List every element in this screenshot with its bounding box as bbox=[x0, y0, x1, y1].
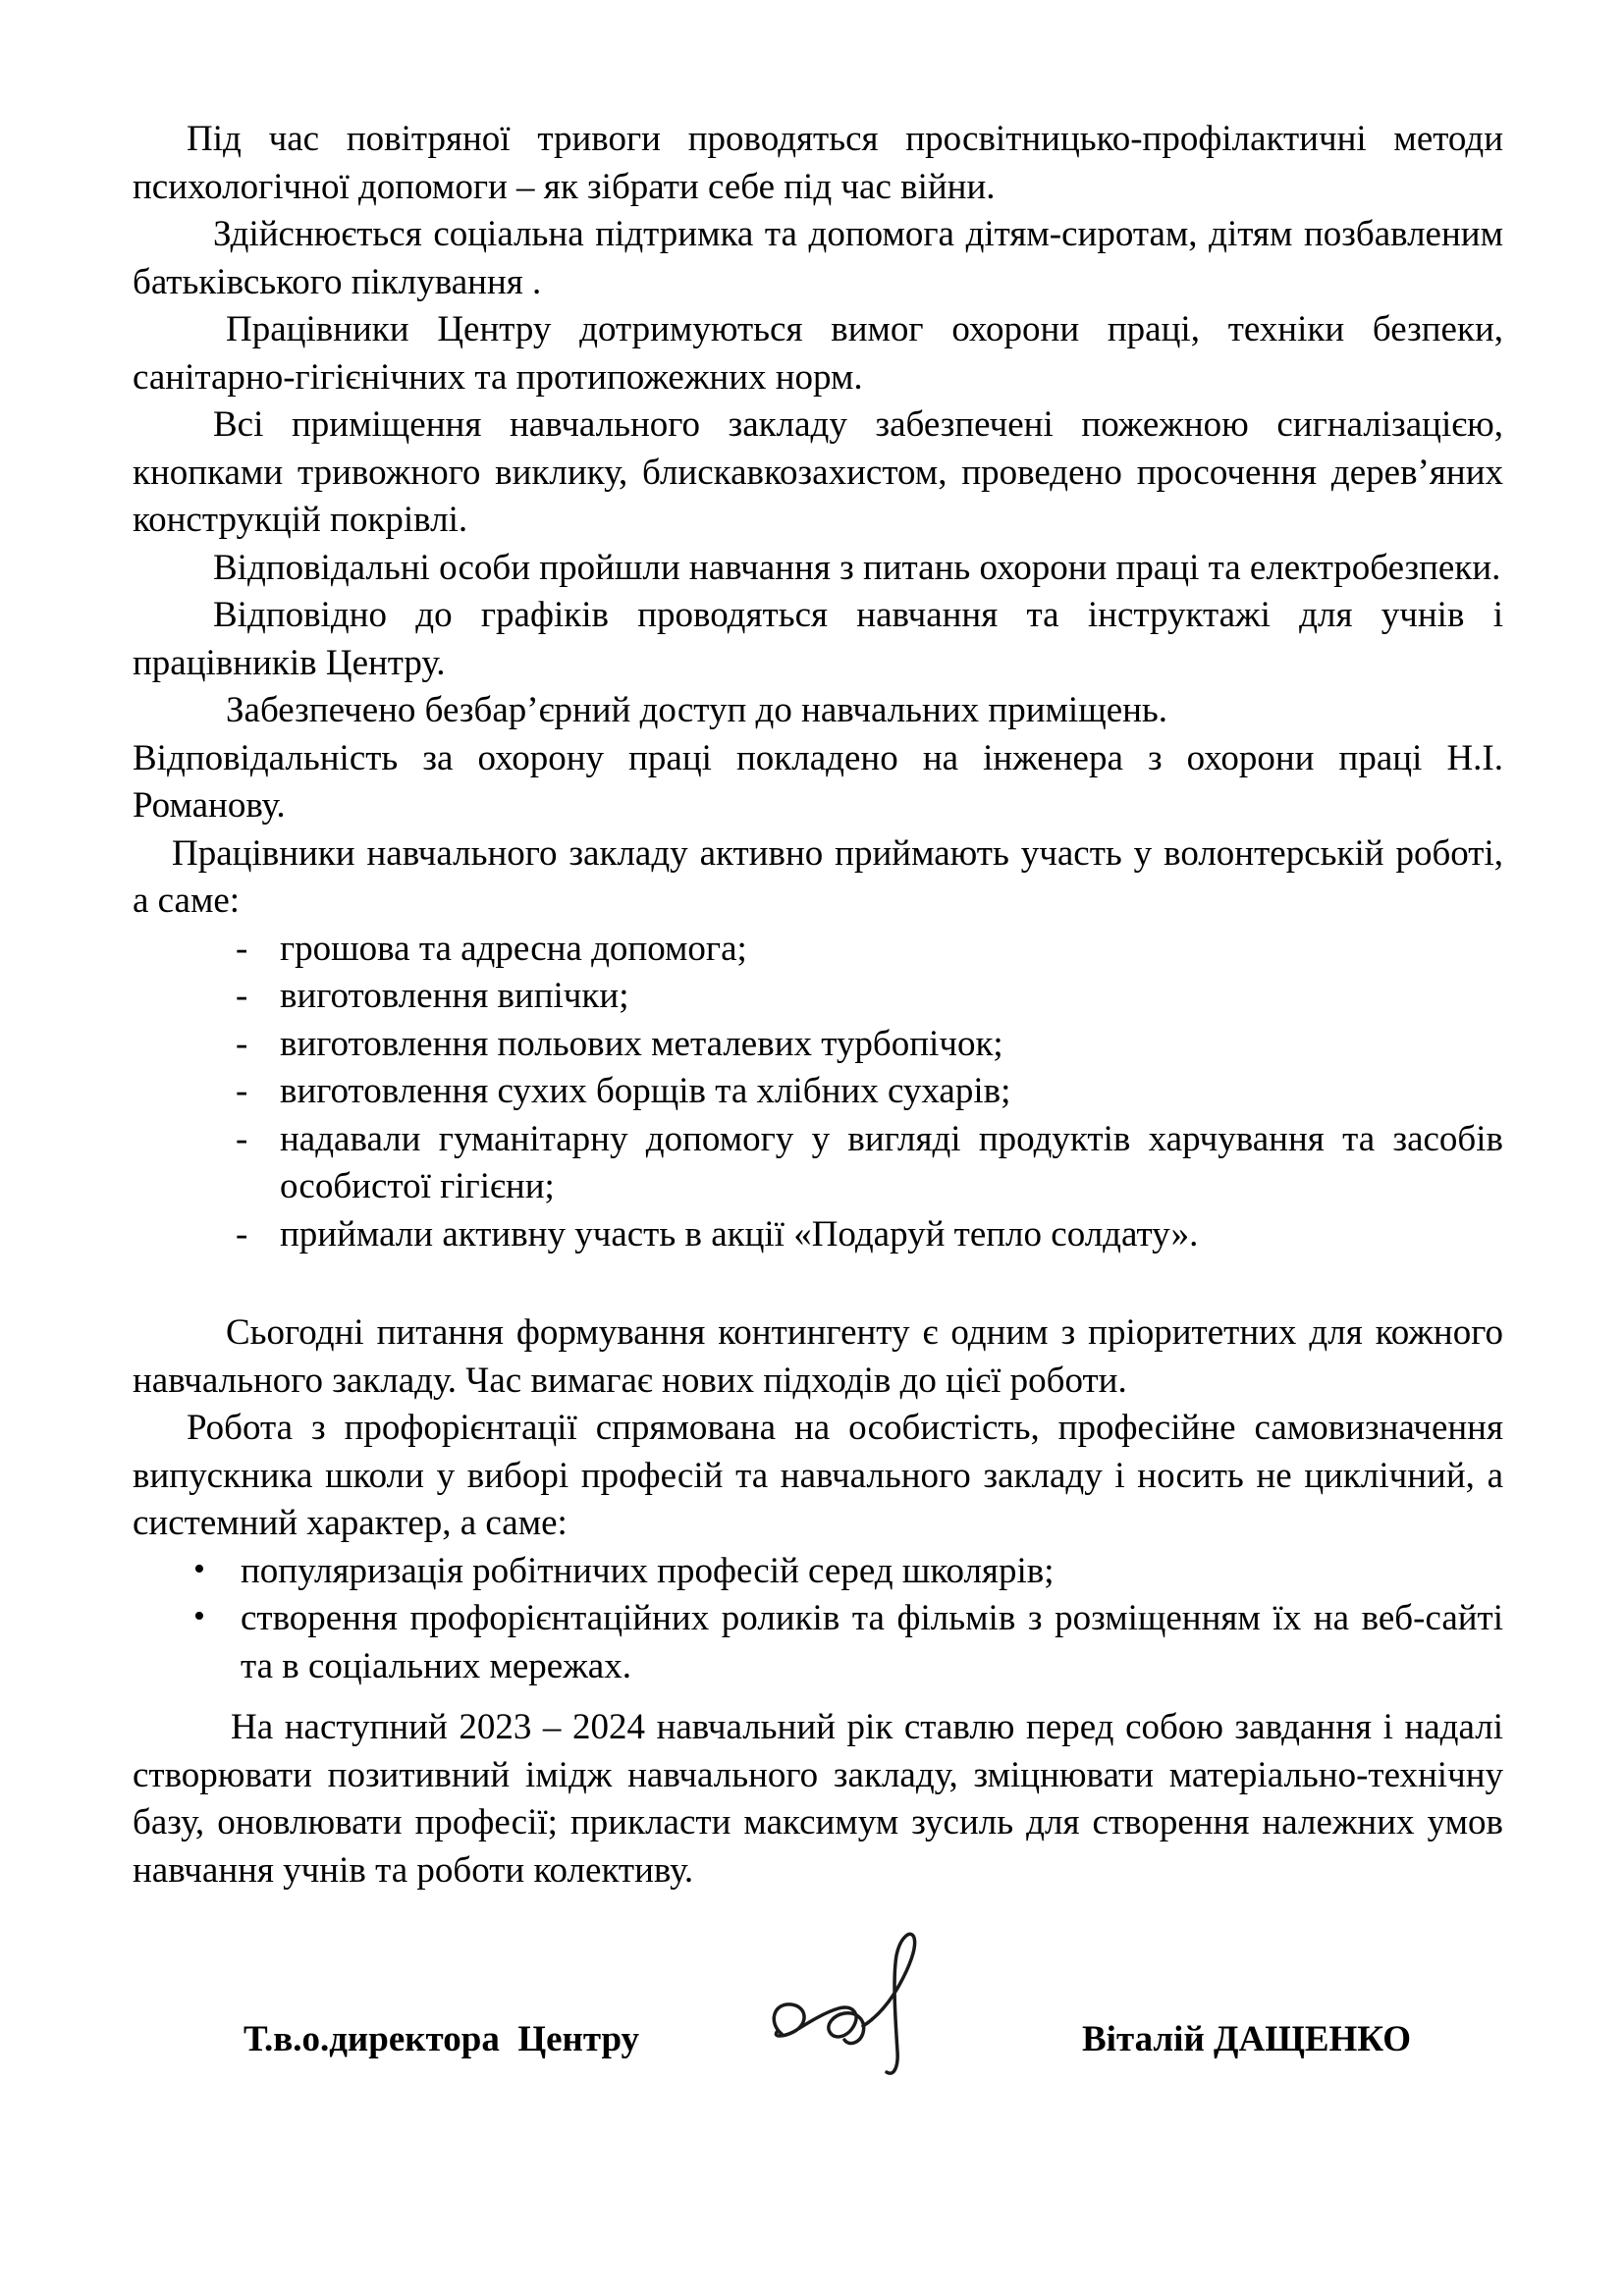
list-item bbox=[133, 1068, 1503, 1116]
list-item bbox=[133, 1211, 1503, 1259]
paragraph-social-support: Здійснюється соціальна підтримка та допомога дітям-сиротам, дітям позбавленим батьківського піклування . bbox=[133, 214, 1503, 302]
list-item-text: грошова та адресна допомога; bbox=[280, 928, 747, 969]
signatory-name: Віталій ДАЩЕНКО bbox=[1082, 2019, 1411, 2059]
document-body bbox=[133, 116, 1503, 1895]
career-guidance-list bbox=[133, 1548, 1503, 1691]
paragraph-responsibility: Відповідальність за охорону праці покладено на інженера з охорони праці Н.І. Романову. bbox=[133, 737, 1503, 826]
paragraph-enrollment: Сьогодні питання формування контингенту є одним з пріоритетних для кожного навчального закладу. Час вимагає нових підходів до цієї роботи. bbox=[133, 1312, 1503, 1401]
paragraph-barrier-free: Забезпечено безбар’єрний доступ до навчальних приміщень. bbox=[226, 690, 1168, 730]
dash-bullet: - bbox=[236, 1023, 248, 1064]
list-item-text: виготовлення сухих борщів та хлібних сухарів; bbox=[280, 1071, 1011, 1111]
dash-bullet: - bbox=[236, 928, 248, 969]
list-item-text: створення профорієнтаційних роликів та фільмів з розміщенням їх на веб-сайті та в соціальних мережах. bbox=[241, 1598, 1503, 1686]
paragraph-volunteer-intro: Працівники навчального закладу активно приймають участь у волонтерській роботі, а саме: bbox=[133, 832, 1503, 921]
dot-bullet: • bbox=[193, 1550, 205, 1587]
dash-bullet: - bbox=[236, 1213, 248, 1255]
dot-bullet: • bbox=[193, 1598, 205, 1634]
paragraph-next-year-goals: На наступний 2023 – 2024 навчальний рік ставлю перед собою завдання і надалі створювати позитивний імідж навчального закладу, зміцнювати матеріально-технічну базу, оновлювати професії; прикласти максимум зусиль для створення належних умов навчання учнів та роботи колективу. bbox=[133, 1707, 1503, 1891]
volunteer-list bbox=[133, 926, 1503, 1259]
list-item-text: виготовлення польових металевих турбопічок; bbox=[280, 1023, 1003, 1064]
dash-bullet: - bbox=[236, 1071, 248, 1111]
list-item bbox=[133, 1595, 1503, 1690]
signatory-role: Т.в.о.директора Центру bbox=[244, 2019, 640, 2059]
list-item-text: надавали гуманітарну допомогу у вигляді продуктів харчування та засобів особистої гігієни; bbox=[280, 1118, 1503, 1206]
paragraph-air-alert: Під час повітряної тривоги проводяться просвітницько-профілактичні методи психологічної допомоги – як зібрати себе під час війни. bbox=[133, 119, 1503, 207]
list-item bbox=[133, 973, 1503, 1021]
paragraph-training-done: Відповідальні особи пройшли навчання з питань охорони праці та електробезпеки. bbox=[213, 547, 1501, 588]
list-item-text: виготовлення випічки; bbox=[280, 976, 629, 1016]
list-item bbox=[133, 1021, 1503, 1069]
paragraph-fire-alarm: Всі приміщення навчального закладу забезпечені пожежною сигналізацією, кнопками тривожного виклику, блискавкозахистом, проведено просочення дерев’яних конструкцій покрівлі. bbox=[133, 404, 1503, 540]
handwritten-signature-image bbox=[748, 1932, 994, 2089]
list-item-text: приймали активну участь в акції «Подаруй тепло солдату». bbox=[280, 1213, 1199, 1255]
list-item bbox=[133, 1116, 1503, 1211]
paragraph-labor-safety: Працівники Центру дотримуються вимог охорони праці, техніки безпеки, санітарно-гігієнічних та протипожежних норм. bbox=[133, 309, 1503, 398]
paragraph-career-guidance: Робота з профорієнтації спрямована на особистість, професійне самовизначення випускника школи у виборі професій та навчального закладу і носить не циклічний, а системний характер, а саме: bbox=[133, 1408, 1503, 1543]
list-item-text: популяризація робітничих професій серед школярів; bbox=[241, 1550, 1055, 1591]
dash-bullet: - bbox=[236, 976, 248, 1016]
list-item bbox=[133, 1548, 1503, 1596]
list-item bbox=[133, 926, 1503, 974]
dash-bullet: - bbox=[236, 1118, 248, 1159]
paragraph-instruction-schedule: Відповідно до графіків проводяться навчання та інструктажі для учнів і працівників Центру. bbox=[133, 595, 1503, 683]
